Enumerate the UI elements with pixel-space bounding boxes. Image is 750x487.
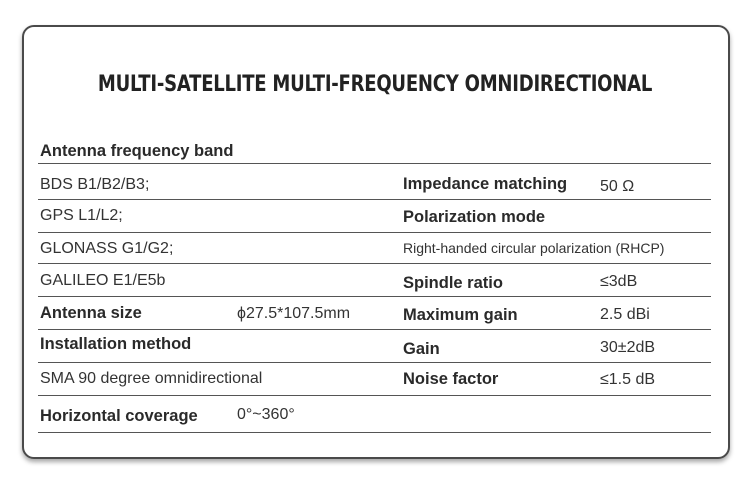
page-title: MULTI-SATELLITE MULTI-FREQUENCY OMNIDIRECTIONAL — [97, 72, 653, 97]
spindle-label: Spindle ratio — [403, 274, 503, 292]
noise-value: ≤1.5 dB — [600, 371, 656, 388]
size-label: Antenna size — [40, 304, 142, 322]
max-gain-label: Maximum gain — [403, 306, 518, 324]
max-gain-value: 2.5 dBi — [600, 306, 650, 323]
polarization-label: Polarization mode — [403, 208, 546, 226]
gain-value: 30±2dB — [600, 339, 656, 356]
divider — [38, 296, 711, 297]
band-galileo: GALILEO E1/E5b — [40, 272, 166, 289]
size-value: ϕ27.5*107.5mm — [237, 305, 351, 322]
install-value: SMA 90 degree omnidirectional — [40, 370, 263, 387]
divider — [38, 163, 711, 164]
band-glonass: GLONASS G1/G2; — [40, 240, 174, 257]
band-bds: BDS B1/B2/B3; — [40, 176, 150, 193]
divider — [38, 395, 711, 396]
spindle-value: ≤3dB — [600, 273, 638, 290]
impedance-label: Impedance matching — [403, 175, 568, 193]
coverage-value: 0°~360° — [237, 406, 295, 423]
gain-label: Gain — [403, 340, 440, 358]
divider — [38, 199, 711, 200]
divider — [38, 432, 711, 433]
polarization-value: Right-handed circular polarization (RHCP) — [403, 240, 665, 256]
noise-label: Noise factor — [403, 370, 499, 388]
band-header: Antenna frequency band — [40, 142, 234, 160]
band-gps: GPS L1/L2; — [40, 207, 123, 224]
divider — [38, 362, 711, 363]
coverage-label: Horizontal coverage — [40, 407, 198, 425]
divider — [38, 232, 711, 233]
divider — [38, 263, 711, 264]
install-label: Installation method — [40, 335, 192, 353]
impedance-value: 50 Ω — [600, 178, 635, 195]
divider — [38, 329, 711, 330]
